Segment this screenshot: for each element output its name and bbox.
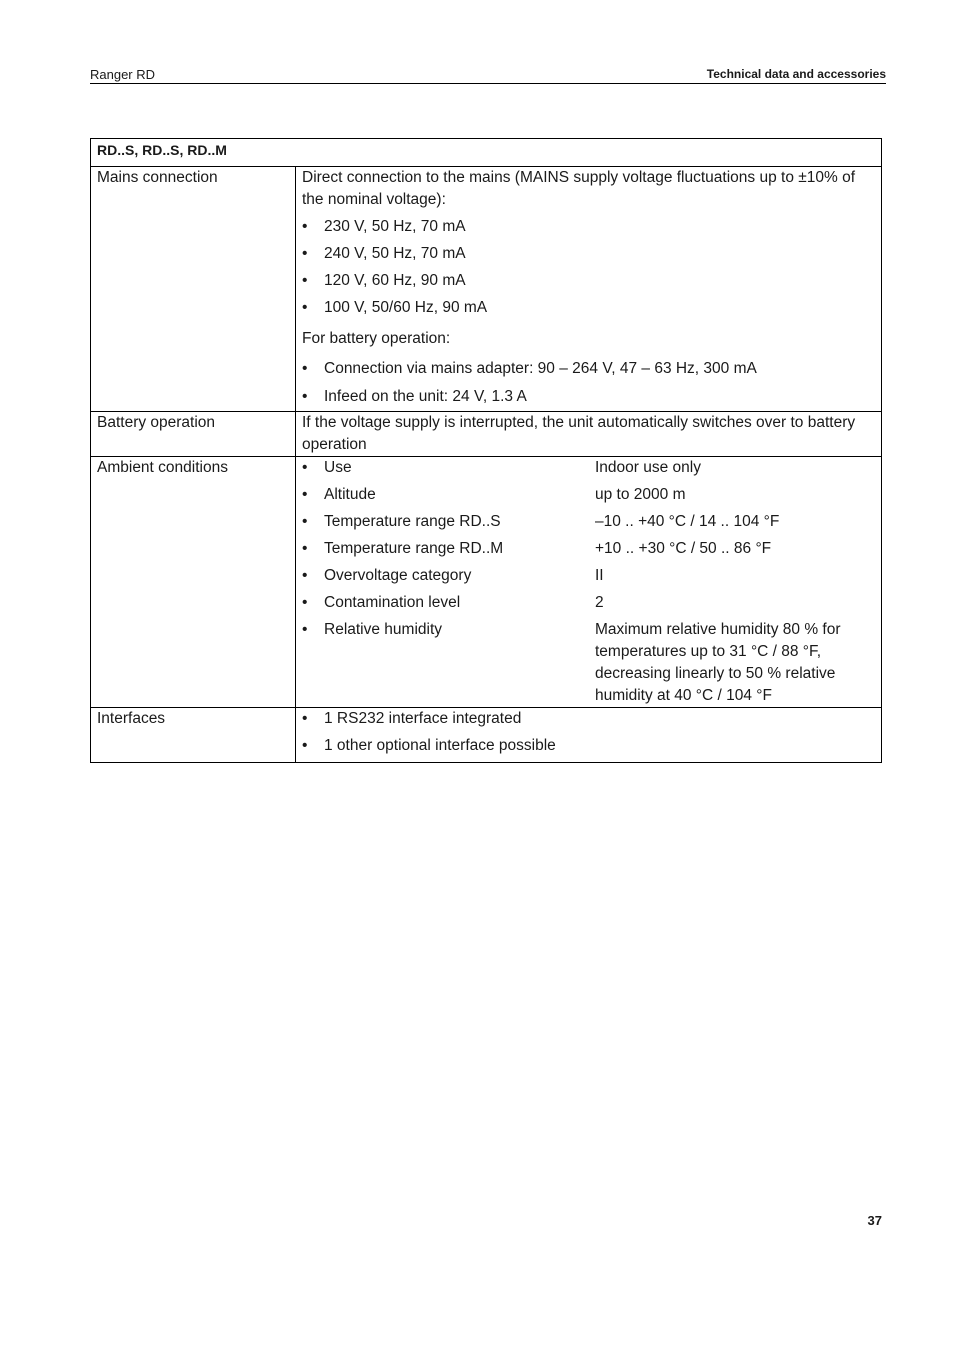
row-label-ambient: Ambient conditions <box>91 457 296 708</box>
list-item: • 1 RS232 interface integrated <box>302 708 875 735</box>
mains-intro: Direct connection to the mains (MAINS supply voltage fluctuations up to ±10% of the nominal voltage): <box>302 169 856 208</box>
row-label-mains: Mains connection <box>91 167 296 412</box>
list-item: • 120 V, 60 Hz, 90 mA <box>302 267 875 294</box>
row-label-battery: Battery operation <box>91 412 296 457</box>
ambient-row <box>302 457 875 484</box>
ambient-key: • Contamination level <box>302 592 595 619</box>
ambient-key: • Overvoltage category <box>302 565 595 592</box>
interfaces-list <box>302 708 875 762</box>
ambient-value: Indoor use only <box>595 459 701 476</box>
table-row-battery <box>91 412 882 457</box>
ambient-value: –10 .. +40 °C / 14 .. 104 °F <box>595 513 780 530</box>
ambient-key: • Use <box>302 457 595 484</box>
ambient-row <box>302 538 875 565</box>
header-rule <box>90 83 886 84</box>
ambient-value: Maximum relative humidity 80 % for temperatures up to 31 °C / 88 °F, decreasing linearly to 50 % relative humidity at 40 °C / 104 °F <box>595 621 841 704</box>
table-row-mains <box>91 167 882 412</box>
ambient-key: • Temperature range RD..S <box>302 511 595 538</box>
ambient-value: 2 <box>595 594 604 611</box>
ambient-value: II <box>595 567 604 584</box>
row-content-interfaces <box>296 708 882 763</box>
mains-voltage-list <box>302 213 875 321</box>
list-item: • Infeed on the unit: 24 V, 1.3 A <box>302 383 875 411</box>
row-label-interfaces: Interfaces <box>91 708 296 763</box>
table-row-interfaces <box>91 708 882 763</box>
list-item: • 1 other optional interface possible <box>302 735 875 762</box>
ambient-row <box>302 565 875 592</box>
page-number: 37 <box>867 1213 882 1228</box>
table-title-row <box>91 139 882 167</box>
list-item: • 230 V, 50 Hz, 70 mA <box>302 213 875 240</box>
row-content-battery: If the voltage supply is interrupted, the unit automatically switches over to battery operation <box>296 412 882 457</box>
ambient-row <box>302 619 875 707</box>
ambient-value: +10 .. +30 °C / 50 .. 86 °F <box>595 540 772 557</box>
list-item: • 100 V, 50/60 Hz, 90 mA <box>302 294 875 321</box>
ambient-value: up to 2000 m <box>595 486 686 503</box>
table-title: RD..S, RD..S, RD..M <box>91 139 882 167</box>
battery-operation-note: For battery operation: <box>302 330 451 347</box>
ambient-key: • Altitude <box>302 484 595 511</box>
spec-table <box>90 138 882 763</box>
ambient-key: • Temperature range RD..M <box>302 538 595 565</box>
row-content-mains <box>296 167 882 412</box>
ambient-row <box>302 511 875 538</box>
header-section-title: Technical data and accessories <box>706 67 886 81</box>
header-product-name: Ranger RD <box>90 67 156 82</box>
ambient-key: • Relative humidity <box>302 619 595 707</box>
battery-supply-list <box>302 355 875 411</box>
list-item: • 240 V, 50 Hz, 70 mA <box>302 240 875 267</box>
row-content-ambient <box>296 457 882 708</box>
ambient-row <box>302 484 875 511</box>
list-item: • Connection via mains adapter: 90 – 264 V, 47 – 63 Hz, 300 mA <box>302 355 875 383</box>
ambient-row <box>302 592 875 619</box>
table-row-ambient <box>91 457 882 708</box>
